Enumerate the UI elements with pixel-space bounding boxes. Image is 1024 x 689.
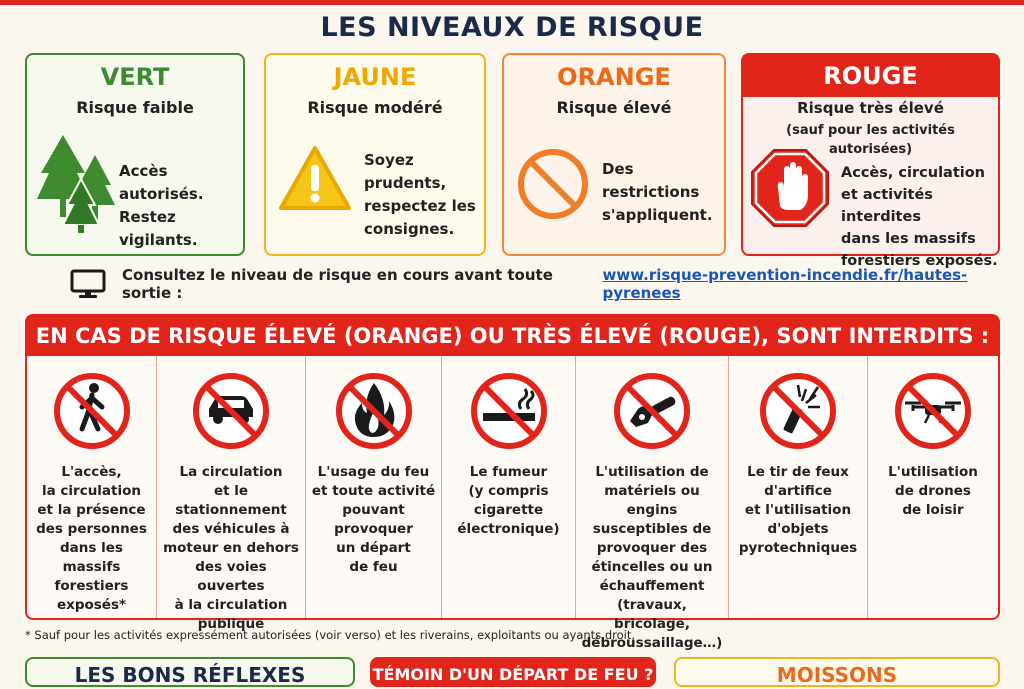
level-text: Accès, circulation et activités interdites dans les massifs forestiers exposés. (841, 165, 998, 269)
prohibition-fire (306, 356, 442, 618)
no-fireworks-icon (758, 371, 838, 451)
level-card-rouge (741, 53, 1000, 269)
consult-text: Consultez le niveau de risque en cours avant toute sortie : (122, 266, 553, 302)
level-name: JAUNE (333, 63, 417, 91)
level-note: (sauf pour les activités autorisées) (786, 123, 955, 157)
consult-row (70, 268, 1024, 300)
level-text: Des restrictions s'appliquent. (602, 160, 713, 224)
level-name: ROUGE (743, 55, 998, 97)
no-drone-icon (893, 371, 973, 451)
no-car-icon (191, 371, 271, 451)
level-risk: Risque très élevé (797, 99, 944, 117)
prohibition-access (27, 356, 157, 618)
level-name: VERT (100, 63, 170, 91)
prohibitions-heading: EN CAS DE RISQUE ÉLEVÉ (ORANGE) OU TRÈS ÉLEVÉ (ROUGE), SONT INTERDITS : (27, 316, 998, 356)
prohibition-tools (576, 356, 729, 651)
prohibition-label: Le fumeur (y compris cigarette électronique) (457, 464, 560, 537)
harvest-heading: MOISSONS (776, 663, 898, 687)
prohibition-smoking (442, 356, 576, 618)
forest-icon (35, 133, 113, 233)
fire-witness-panel (370, 657, 656, 687)
no-fire-icon (334, 371, 414, 451)
prohibition-label: L'utilisation de matériels ou engins susceptibles de provoquer des étincelles ou un échauffement (travaux, bricolage, débroussaillage…) (581, 464, 723, 651)
no-entry-icon (516, 147, 590, 221)
prohibition-vehicles (157, 356, 306, 632)
good-reflexes-panel (25, 657, 355, 687)
level-card-vert (25, 53, 245, 256)
prohibition-label: Le tir de feux d'artifice et l'utilisation d'objets pyrotechniques (738, 464, 858, 556)
level-card-orange (502, 53, 726, 256)
prohibition-label: L'accès, la circulation et la présence des personnes dans les massifs forestiers exposés* (36, 464, 147, 613)
footnote: * Sauf pour les activités expressément autorisées (voir verso) et les riverains, exploitants ou ayants droit. (25, 628, 635, 642)
level-risk: Risque élevé (556, 98, 672, 117)
prohibition-drones (868, 356, 998, 618)
prohibition-label: L'utilisation de drones de loisir (888, 464, 978, 518)
level-text: Accès autorisés. Restez vigilants. (119, 162, 204, 249)
level-name: ORANGE (557, 63, 671, 91)
prohibition-label: La circulation et le stationnement des véhicules à moteur en dehors des voies ouvertes à la circulation publique (163, 464, 299, 632)
fire-witness-heading: TÉMOIN D'UN DÉPART DE FEU ? (372, 665, 654, 684)
prohibition-label: L'usage du feu et toute activité pouvant provoquer un départ de feu (311, 464, 436, 575)
level-card-jaune (264, 53, 486, 256)
no-pedestrian-icon (52, 371, 132, 451)
level-text: Soyez prudents, respectez les consignes. (364, 151, 476, 238)
warning-icon (278, 145, 352, 211)
harvest-panel (674, 657, 1000, 687)
monitor-icon (70, 269, 106, 299)
page-title: LES NIVEAUX DE RISQUE (320, 12, 704, 43)
no-smoking-icon (469, 371, 549, 451)
top-accent-bar (0, 0, 1024, 5)
stop-hand-icon (750, 148, 830, 228)
level-risk: Risque modéré (307, 98, 443, 117)
level-risk: Risque faible (76, 98, 194, 117)
prohibition-fireworks (729, 356, 868, 618)
no-chainsaw-icon (612, 371, 692, 451)
risk-website-link[interactable]: www.risque-prevention-incendie.fr/hautes-pyrenees (602, 266, 968, 302)
good-reflexes-heading: LES BONS RÉFLEXES (74, 663, 306, 687)
